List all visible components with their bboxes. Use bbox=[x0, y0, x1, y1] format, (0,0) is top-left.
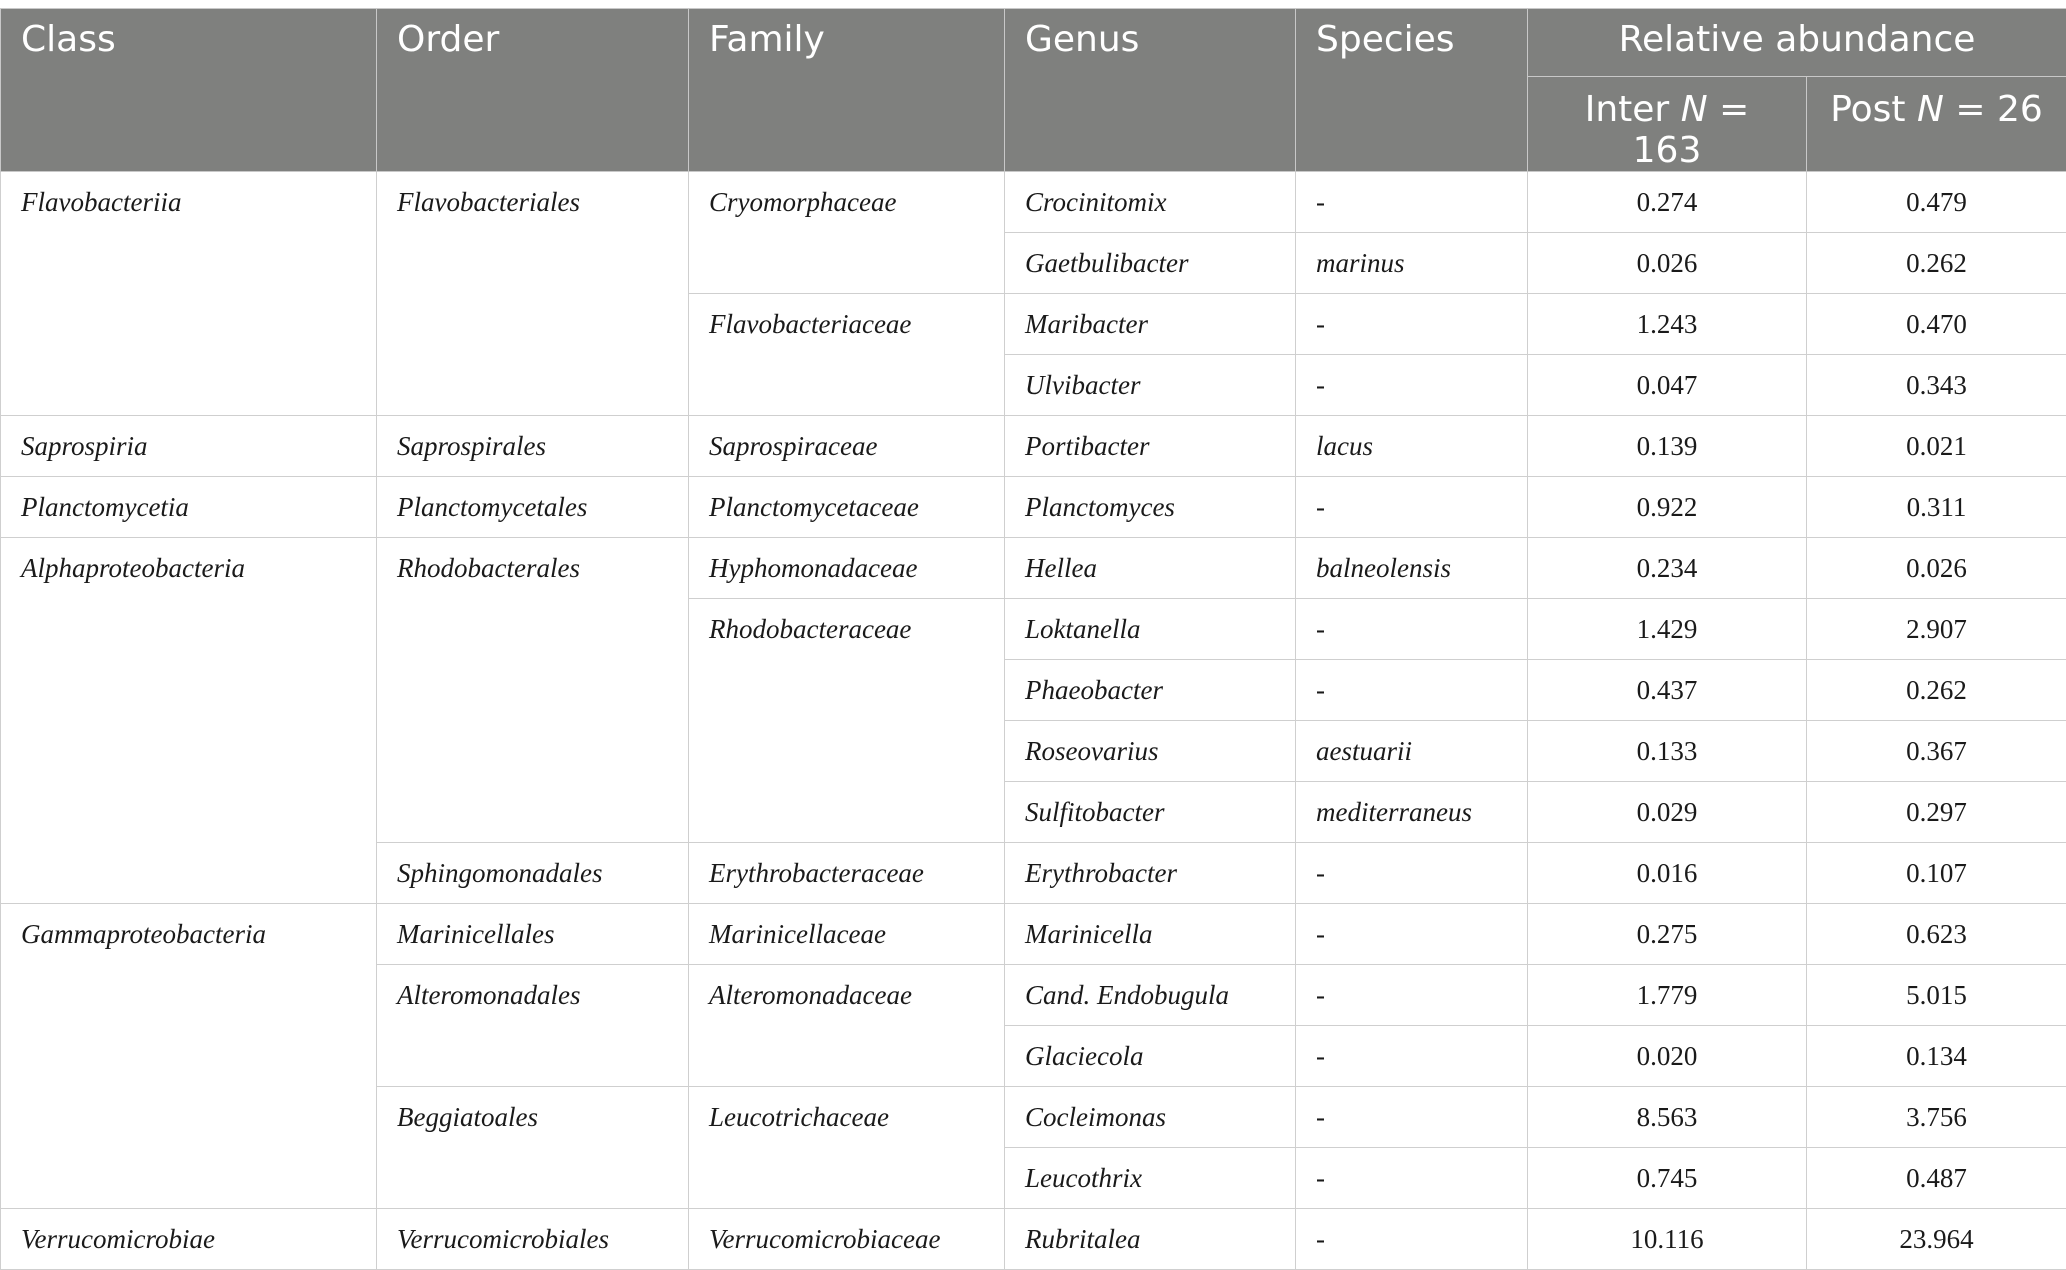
species-cell: - bbox=[1296, 1148, 1528, 1209]
header-inter-label: Inter bbox=[1585, 89, 1670, 130]
order-cell: Sphingomonadales bbox=[377, 843, 689, 904]
post-value: 0.134 bbox=[1807, 1026, 2066, 1087]
post-value: 0.367 bbox=[1807, 721, 2066, 782]
inter-value: 1.779 bbox=[1528, 965, 1807, 1026]
family-cell: Leucotrichaceae bbox=[689, 1087, 1005, 1209]
species-cell: lacus bbox=[1296, 416, 1528, 477]
species-cell: - bbox=[1296, 660, 1528, 721]
genus-cell: Cocleimonas bbox=[1005, 1087, 1296, 1148]
inter-value: 0.016 bbox=[1528, 843, 1807, 904]
species-cell: - bbox=[1296, 599, 1528, 660]
header-post bbox=[1807, 77, 2066, 172]
genus-cell: Hellea bbox=[1005, 538, 1296, 599]
species-cell: - bbox=[1296, 843, 1528, 904]
header-order: Order bbox=[377, 9, 689, 172]
inter-value: 0.234 bbox=[1528, 538, 1807, 599]
class-cell: Flavobacteriia bbox=[1, 172, 377, 416]
header-species: Species bbox=[1296, 9, 1528, 172]
family-cell: Hyphomonadaceae bbox=[689, 538, 1005, 599]
inter-value: 1.429 bbox=[1528, 599, 1807, 660]
genus-cell: Cand. Endobugula bbox=[1005, 965, 1296, 1026]
post-value: 0.262 bbox=[1807, 660, 2066, 721]
genus-cell: Marinicella bbox=[1005, 904, 1296, 965]
header-genus: Genus bbox=[1005, 9, 1296, 172]
header-post-label: Post bbox=[1830, 89, 1905, 130]
table-body bbox=[1, 172, 2066, 1270]
family-cell: Verrucomicrobiaceae bbox=[689, 1209, 1005, 1270]
header-family: Family bbox=[689, 9, 1005, 172]
table-row bbox=[1, 538, 2066, 599]
family-cell: Alteromonadaceae bbox=[689, 965, 1005, 1087]
genus-cell: Sulfitobacter bbox=[1005, 782, 1296, 843]
inter-value: 0.437 bbox=[1528, 660, 1807, 721]
genus-cell: Phaeobacter bbox=[1005, 660, 1296, 721]
genus-cell: Erythrobacter bbox=[1005, 843, 1296, 904]
header-class: Class bbox=[1, 9, 377, 172]
post-value: 23.964 bbox=[1807, 1209, 2066, 1270]
class-cell: Saprospiria bbox=[1, 416, 377, 477]
genus-cell: Crocinitomix bbox=[1005, 172, 1296, 233]
post-value: 0.021 bbox=[1807, 416, 2066, 477]
table-row bbox=[1, 477, 2066, 538]
species-cell: - bbox=[1296, 904, 1528, 965]
inter-value: 0.047 bbox=[1528, 355, 1807, 416]
species-cell: - bbox=[1296, 1026, 1528, 1087]
family-cell: Cryomorphaceae bbox=[689, 172, 1005, 294]
species-cell: - bbox=[1296, 1087, 1528, 1148]
genus-cell: Planctomyces bbox=[1005, 477, 1296, 538]
species-cell: balneolensis bbox=[1296, 538, 1528, 599]
post-value: 0.311 bbox=[1807, 477, 2066, 538]
post-value: 0.107 bbox=[1807, 843, 2066, 904]
header-relative-abundance: Relative abundance bbox=[1528, 9, 2066, 77]
inter-value: 0.133 bbox=[1528, 721, 1807, 782]
order-cell: Beggiatoales bbox=[377, 1087, 689, 1209]
family-cell: Rhodobacteraceae bbox=[689, 599, 1005, 843]
table-row bbox=[1, 904, 2066, 965]
class-cell: Gammaproteobacteria bbox=[1, 904, 377, 1209]
inter-value: 0.139 bbox=[1528, 416, 1807, 477]
post-value: 0.487 bbox=[1807, 1148, 2066, 1209]
header-post-n: N bbox=[1917, 89, 1944, 130]
post-value: 0.262 bbox=[1807, 233, 2066, 294]
inter-value: 0.029 bbox=[1528, 782, 1807, 843]
header-inter-value: = 163 bbox=[1633, 89, 1750, 171]
inter-value: 8.563 bbox=[1528, 1087, 1807, 1148]
class-cell: Planctomycetia bbox=[1, 477, 377, 538]
order-cell: Verrucomicrobiales bbox=[377, 1209, 689, 1270]
post-value: 0.026 bbox=[1807, 538, 2066, 599]
order-cell: Flavobacteriales bbox=[377, 172, 689, 416]
post-value: 0.297 bbox=[1807, 782, 2066, 843]
genus-cell: Gaetbulibacter bbox=[1005, 233, 1296, 294]
inter-value: 0.274 bbox=[1528, 172, 1807, 233]
genus-cell: Ulvibacter bbox=[1005, 355, 1296, 416]
post-value: 0.479 bbox=[1807, 172, 2066, 233]
genus-cell: Portibacter bbox=[1005, 416, 1296, 477]
order-cell: Rhodobacterales bbox=[377, 538, 689, 843]
class-cell: Alphaproteobacteria bbox=[1, 538, 377, 904]
inter-value: 0.922 bbox=[1528, 477, 1807, 538]
inter-value: 0.026 bbox=[1528, 233, 1807, 294]
class-cell: Verrucomicrobiae bbox=[1, 1209, 377, 1270]
post-value: 5.015 bbox=[1807, 965, 2066, 1026]
species-cell: - bbox=[1296, 965, 1528, 1026]
family-cell: Erythrobacteraceae bbox=[689, 843, 1005, 904]
species-cell: marinus bbox=[1296, 233, 1528, 294]
family-cell: Saprospiraceae bbox=[689, 416, 1005, 477]
header-post-value: = 26 bbox=[1955, 89, 2042, 130]
header-inter bbox=[1528, 77, 1807, 172]
family-cell: Marinicellaceae bbox=[689, 904, 1005, 965]
post-value: 3.756 bbox=[1807, 1087, 2066, 1148]
post-value: 0.470 bbox=[1807, 294, 2066, 355]
taxonomy-abundance-table bbox=[0, 8, 2066, 1270]
inter-value: 10.116 bbox=[1528, 1209, 1807, 1270]
inter-value: 1.243 bbox=[1528, 294, 1807, 355]
genus-cell: Glaciecola bbox=[1005, 1026, 1296, 1087]
species-cell: aestuarii bbox=[1296, 721, 1528, 782]
order-cell: Marinicellales bbox=[377, 904, 689, 965]
family-cell: Planctomycetaceae bbox=[689, 477, 1005, 538]
header-inter-n: N bbox=[1681, 89, 1708, 130]
inter-value: 0.745 bbox=[1528, 1148, 1807, 1209]
genus-cell: Roseovarius bbox=[1005, 721, 1296, 782]
order-cell: Alteromonadales bbox=[377, 965, 689, 1087]
post-value: 0.623 bbox=[1807, 904, 2066, 965]
species-cell: - bbox=[1296, 294, 1528, 355]
family-cell: Flavobacteriaceae bbox=[689, 294, 1005, 416]
inter-value: 0.020 bbox=[1528, 1026, 1807, 1087]
species-cell: mediterraneus bbox=[1296, 782, 1528, 843]
table-header bbox=[1, 9, 2066, 172]
genus-cell: Maribacter bbox=[1005, 294, 1296, 355]
species-cell: - bbox=[1296, 172, 1528, 233]
inter-value: 0.275 bbox=[1528, 904, 1807, 965]
genus-cell: Rubritalea bbox=[1005, 1209, 1296, 1270]
table-row bbox=[1, 172, 2066, 233]
species-cell: - bbox=[1296, 477, 1528, 538]
table-row bbox=[1, 1209, 2066, 1270]
species-cell: - bbox=[1296, 1209, 1528, 1270]
post-value: 0.343 bbox=[1807, 355, 2066, 416]
post-value: 2.907 bbox=[1807, 599, 2066, 660]
species-cell: - bbox=[1296, 355, 1528, 416]
genus-cell: Loktanella bbox=[1005, 599, 1296, 660]
order-cell: Saprospirales bbox=[377, 416, 689, 477]
order-cell: Planctomycetales bbox=[377, 477, 689, 538]
table-row bbox=[1, 416, 2066, 477]
genus-cell: Leucothrix bbox=[1005, 1148, 1296, 1209]
